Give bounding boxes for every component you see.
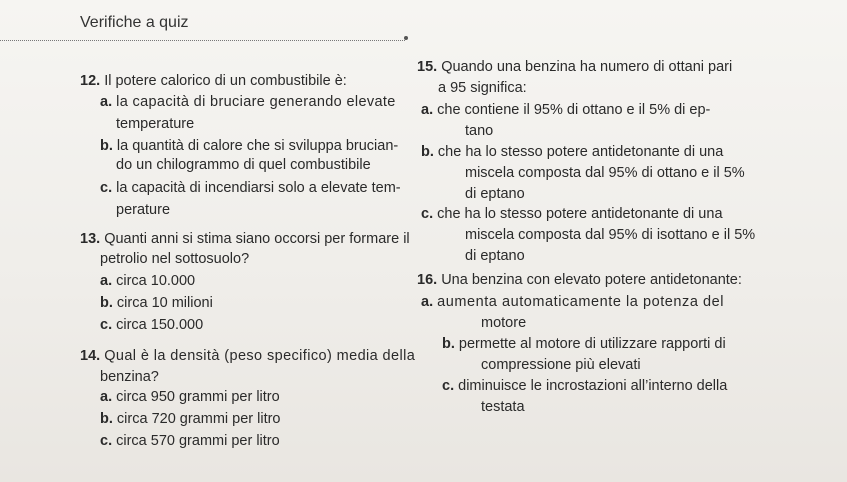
answer-option-c-continued-2: di eptano	[465, 248, 525, 264]
answer-option-b[interactable]	[100, 139, 398, 154]
question-number: 14.	[80, 348, 101, 364]
option-letter: b.	[421, 144, 434, 160]
option-text: la capacità di incendiarsi solo a elevate tem-	[116, 180, 401, 196]
question-text: Il potere calorico di un combustibile è:	[104, 73, 347, 89]
question-number: 16.	[417, 272, 438, 288]
question-15-stem	[417, 60, 732, 75]
option-letter: c.	[421, 206, 434, 222]
option-text: aumenta automaticamente la potenza del	[437, 294, 725, 310]
answer-option-a-continued: temperature	[116, 116, 195, 132]
question-text: Quando una benzina ha numero di ottani pari	[441, 59, 733, 75]
answer-option-b[interactable]	[100, 296, 213, 311]
option-letter: a.	[100, 389, 113, 405]
answer-option-c[interactable]	[421, 207, 723, 222]
answer-option-c[interactable]	[100, 318, 203, 333]
answer-option-a[interactable]	[100, 95, 396, 110]
question-13-stem-continued: petrolio nel sottosuolo?	[100, 251, 250, 267]
title-dotted-rule	[0, 40, 405, 41]
option-letter: b.	[442, 336, 455, 352]
option-text: circa 10.000	[116, 273, 196, 289]
answer-option-b-continued-2: di eptano	[465, 186, 525, 202]
option-letter: a.	[100, 273, 113, 289]
question-number: 15.	[417, 59, 438, 75]
option-text: che ha lo stesso potere antidetonante di una	[437, 206, 723, 222]
answer-option-b-continued: compressione più elevati	[481, 357, 641, 373]
option-text: circa 570 grammi per litro	[116, 433, 280, 449]
question-text: Una benzina con elevato potere antidetonante:	[441, 272, 742, 288]
answer-option-b[interactable]	[442, 337, 726, 352]
answer-option-a[interactable]	[421, 103, 710, 118]
question-14-stem	[80, 349, 415, 364]
option-text: che contiene il 95% di ottano e il 5% di ep-	[437, 102, 711, 118]
option-text: la capacità di bruciare generando elevate	[116, 94, 396, 110]
question-14-stem-continued: benzina?	[100, 369, 159, 385]
answer-option-b-continued: do un chilogrammo di quel combustibile	[116, 157, 371, 173]
answer-option-b[interactable]	[421, 145, 723, 160]
question-15-stem-continued: a 95 significa:	[438, 80, 527, 96]
question-number: 13.	[80, 231, 101, 247]
answer-option-a[interactable]	[421, 295, 724, 310]
question-text: Quanti anni si stima siano occorsi per formare il	[104, 231, 410, 247]
option-letter: c.	[100, 180, 113, 196]
option-letter: b.	[100, 295, 113, 311]
title-rule-end-dot	[404, 36, 408, 40]
option-text: circa 10 milioni	[116, 295, 213, 311]
option-text: la quantità di calore che si sviluppa brucian-	[116, 138, 399, 154]
question-text: Qual è la densità (peso specifico) media della	[104, 348, 416, 364]
answer-option-b[interactable]	[100, 412, 281, 427]
option-letter: a.	[100, 94, 113, 110]
option-letter: a.	[421, 102, 434, 118]
option-letter: c.	[442, 378, 455, 394]
question-16-stem	[417, 273, 742, 288]
answer-option-c[interactable]	[442, 379, 727, 394]
answer-option-c-continued: testata	[481, 399, 525, 415]
option-letter: b.	[100, 138, 113, 154]
option-letter: c.	[100, 317, 113, 333]
option-text: che ha lo stesso potere antidetonante di una	[437, 144, 724, 160]
answer-option-c[interactable]	[100, 434, 280, 449]
question-number: 12.	[80, 73, 101, 89]
question-13-stem	[80, 232, 410, 247]
answer-option-b-continued: miscela composta dal 95% di ottano e il 5%	[465, 165, 745, 181]
option-text: circa 720 grammi per litro	[116, 411, 281, 427]
answer-option-c-continued: miscela composta dal 95% di isottano e il 5%	[465, 227, 756, 243]
option-text: circa 150.000	[116, 317, 204, 333]
option-letter: a.	[421, 294, 434, 310]
answer-option-a-continued: tano	[465, 123, 494, 139]
answer-option-a[interactable]	[100, 390, 280, 405]
answer-option-c-continued: perature	[116, 202, 171, 218]
answer-option-a[interactable]	[100, 274, 195, 289]
question-12-stem	[80, 74, 347, 89]
option-text: permette al motore di utilizzare rapporti di	[458, 336, 726, 352]
option-letter: c.	[100, 433, 113, 449]
option-text: circa 950 grammi per litro	[116, 389, 280, 405]
option-letter: b.	[100, 411, 113, 427]
answer-option-c[interactable]	[100, 181, 401, 196]
answer-option-a-continued: motore	[481, 315, 527, 331]
page-title: Verifiche a quiz	[80, 14, 189, 31]
option-text: diminuisce le incrostazioni all’interno della	[458, 378, 728, 394]
